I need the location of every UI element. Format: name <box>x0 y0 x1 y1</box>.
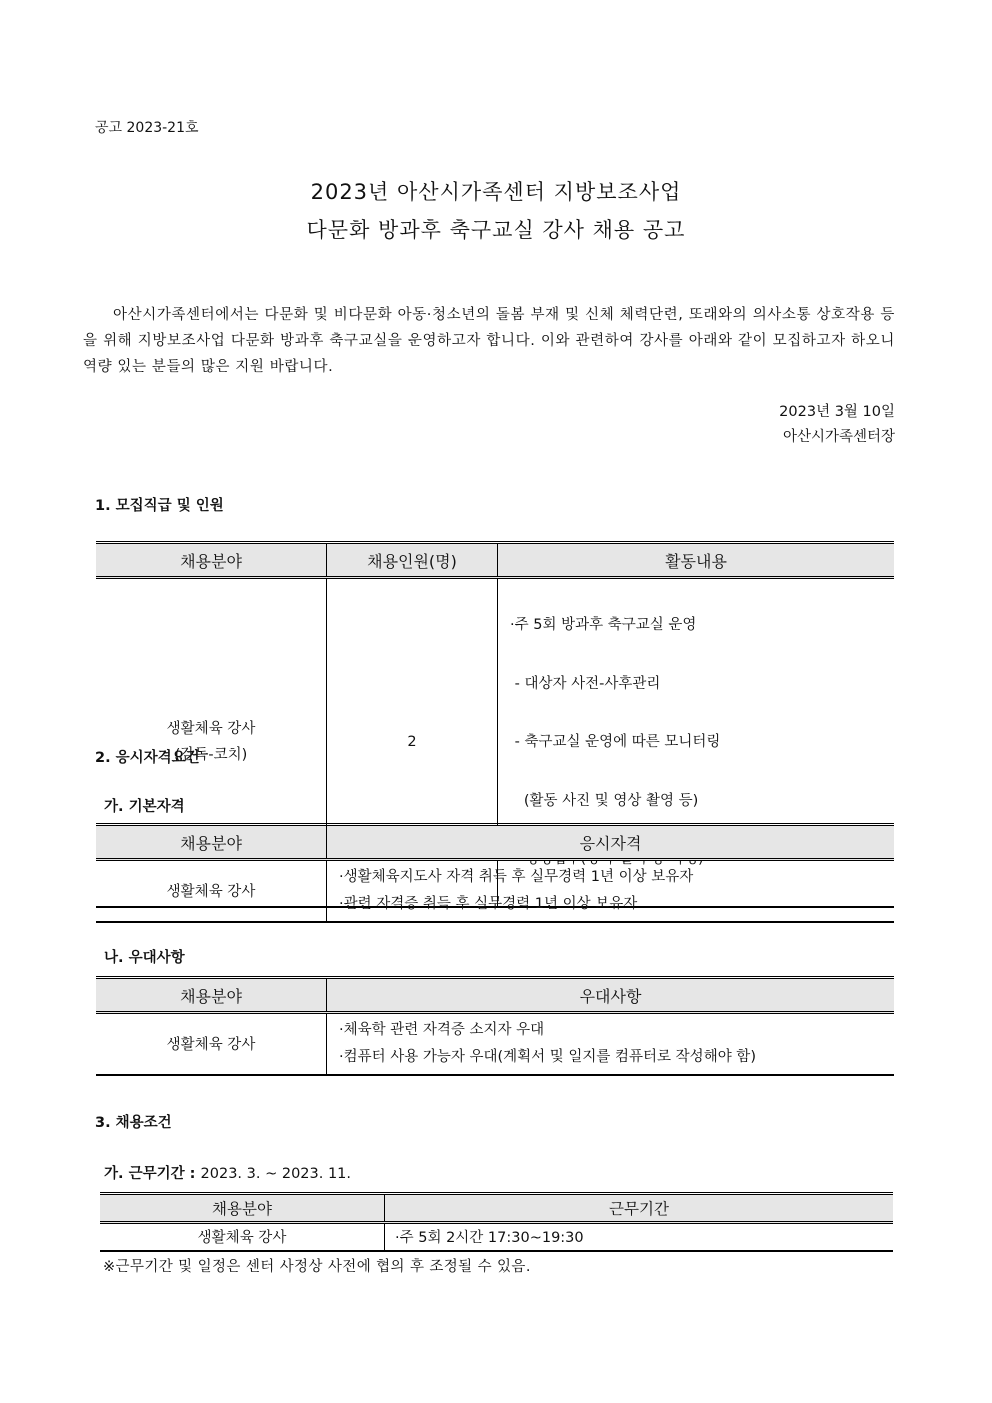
intro-paragraph: 아산시가족센터에서는 다문화 및 비다문화 아동·청소년의 돌봄 부재 및 신체 체력단련, 또래와의 의사소통 상호작용 등을 위해 지방보조사업 다문화 방과후 축구교실을 운영하고자 합니다. 이와 관련하여 강사를 아래와 같이 모집하고자 하오니 역량 있는 분들의 많은 지원 바랍니다. <box>83 307 895 375</box>
qual-header-field: 채용분야 <box>96 825 327 860</box>
qual-header-requirement: 응시자격 <box>327 825 895 860</box>
section2-heading: 2. 응시자격요건 <box>95 750 200 766</box>
work-field-cell: 생활체육 강사 <box>100 1223 385 1251</box>
section1-heading: 1. 모집직급 및 인원 <box>95 498 224 514</box>
notice-number: 공고 2023-21호 <box>95 120 199 136</box>
pref-header-field: 채용분야 <box>96 978 327 1013</box>
activity-item: ·주 5회 방과후 축구교실 운영 <box>510 617 697 633</box>
section2b-heading: 나. 우대사항 <box>104 950 185 966</box>
work-header-period: 근무기간 <box>385 1194 894 1223</box>
issue-block <box>779 400 895 450</box>
issuer: 아산시가족센터장 <box>782 429 895 445</box>
issue-date: 2023년 3월 10일 <box>779 404 895 420</box>
recruit-field-line1: 생활체육 강사 <box>166 720 256 737</box>
recruit-header-field: 채용분야 <box>96 543 327 578</box>
pref-field-cell: 생활체육 강사 <box>96 1013 327 1075</box>
work-header-field: 채용분야 <box>100 1194 385 1223</box>
qual-items-cell <box>327 860 895 922</box>
work-period-value: 2023. 3. ~ 2023. 11. <box>200 1166 352 1182</box>
page-title-line1: 2023년 아산시가족센터 지방보조사업 <box>310 180 682 204</box>
activity-item: (활동 사진 및 영상 촬영 등) <box>510 792 699 809</box>
section2a-heading: 가. 기본자격 <box>104 799 185 815</box>
recruit-count-cell: 2 <box>327 578 498 907</box>
activity-item: - 대상자 사전-사후관리 <box>510 675 661 692</box>
qualification-table <box>96 823 894 923</box>
section3-heading: 3. 채용조건 <box>95 1115 172 1131</box>
recruit-header-count: 채용인원(명) <box>327 543 498 578</box>
pref-header-preference: 우대사항 <box>327 978 895 1013</box>
qual-field-cell: 생활체육 강사 <box>96 860 327 922</box>
recruit-field-line2: (감독-코치) <box>174 747 248 764</box>
work-period-table <box>100 1192 893 1252</box>
pref-item: ·체육학 관련 자격증 소지자 우대 <box>339 1022 545 1039</box>
pref-item: ·컴퓨터 사용 가능자 우대(계획서 및 일지를 컴퓨터로 작성해야 함) <box>339 1048 756 1065</box>
qual-item: ·관련 자격증 취득 후 실무경력 1년 이상 보유자 <box>339 895 638 912</box>
recruit-header-activity: 활동내용 <box>498 543 895 578</box>
section3a-heading <box>104 1162 351 1183</box>
schedule-note: ※근무기간 및 일정은 센터 사정상 사전에 협의 후 조정될 수 있음. <box>103 1259 531 1275</box>
activity-item: - 축구교실 운영에 따른 모니터링 <box>510 734 721 750</box>
work-schedule-cell: ·주 5회 2시간 17:30~19:30 <box>385 1223 894 1251</box>
pref-items-cell <box>327 1013 895 1075</box>
work-period-label: 가. 근무기간 : <box>104 1166 196 1182</box>
preference-table <box>96 976 894 1076</box>
page-title-line2: 다문화 방과후 축구교실 강사 채용 공고 <box>306 218 686 242</box>
qual-item: ·생활체육지도사 자격 취득 후 실무경력 1년 이상 보유자 <box>339 869 694 886</box>
